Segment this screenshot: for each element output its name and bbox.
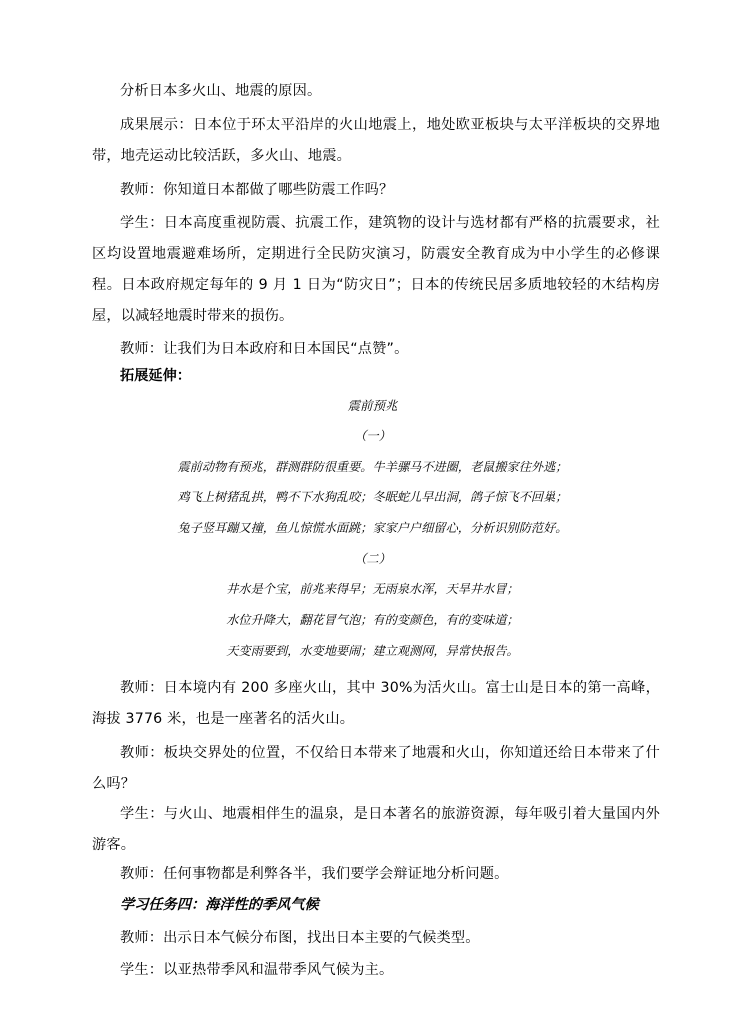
paragraph-results: 成果展示：日本位于环太平沿岸的火山地震上，地处欧亚板块与太平洋板块的交界地带，地壳运动比较活跃，多火山、地震。: [92, 117, 660, 164]
paragraph-student-answer: 学生：日本高度重视防震、抗震工作，建筑物的设计与选材都有严格的抗震要求，社区均设置地震避难场所，定期进行全民防灾演习，防震安全教育成为中小学生的必修课程。日本政府规定每年的 9 月 1 日为“防灾日”；日本的传统民居多质地较轻的木结构房屋，以减轻地震时带来的损伤。: [92, 215, 660, 324]
paragraph-teacher-plate-question: 教师：板块交界处的位置，不仅给日本带来了地震和火山，你知道还给日本带来了什么吗？: [92, 745, 660, 792]
poem-line: 震前动物有预兆，群测群防很重要。牛羊骡马不进圈，老鼠搬家往外逃；: [177, 460, 568, 474]
extension-heading: 拓展延伸：: [120, 368, 191, 384]
poem-line: 兔子竖耳蹦又撞，鱼儿惊慌水面跳；家家户户细留心，分析识别防范好。: [177, 521, 568, 535]
poem-line: 井水是个宝，前兆来得早；无雨泉水浑，天旱井水冒；: [226, 582, 519, 596]
poem-title: 震前预兆: [347, 398, 398, 413]
poem-line: 鸡飞上树猪乱拱，鸭不下水狗乱咬；冬眠蛇儿早出洞，鸽子惊飞不回巢；: [177, 490, 568, 504]
poem-part2-label: （二）: [354, 552, 391, 566]
poem-line: 水位升降大，翻花冒气泡；有的变颜色，有的变味道；: [226, 613, 519, 627]
paragraph-teacher-dialectic: 教师：任何事物都是利弊各半，我们要学会辩证地分析问题。: [120, 866, 509, 882]
paragraph-teacher-climate-map: 教师：出示日本气候分布图，找出日本主要的气候类型。: [120, 930, 480, 946]
paragraph-volcano-count: 教师：日本境内有 200 多座火山，其中 30%为活火山。富士山是日本的第一高峰，海拔 3776 米，也是一座著名的活火山。: [92, 680, 660, 727]
paragraph-teacher-praise: 教师：让我们为日本政府和日本国民“点赞”。: [120, 341, 409, 357]
poem-part1-label: （一）: [354, 429, 391, 443]
poem-line: 天变雨要到，水变地要闹；建立观测网，异常快报告。: [226, 644, 519, 658]
paragraph-student-hot-springs: 学生：与火山、地震相伴生的温泉，是日本著名的旅游资源，每年吸引着大量国内外游客。: [92, 806, 660, 853]
task-four-heading: 学习任务四：海洋性的季风气候: [120, 897, 319, 913]
paragraph-teacher-question: 教师：你知道日本都做了哪些防震工作吗？: [120, 182, 394, 198]
paragraph-student-climate-answer: 学生：以亚热带季风和温带季风气候为主。: [120, 962, 394, 978]
paragraph-analyze: 分析日本多火山、地震的原因。: [120, 83, 322, 99]
